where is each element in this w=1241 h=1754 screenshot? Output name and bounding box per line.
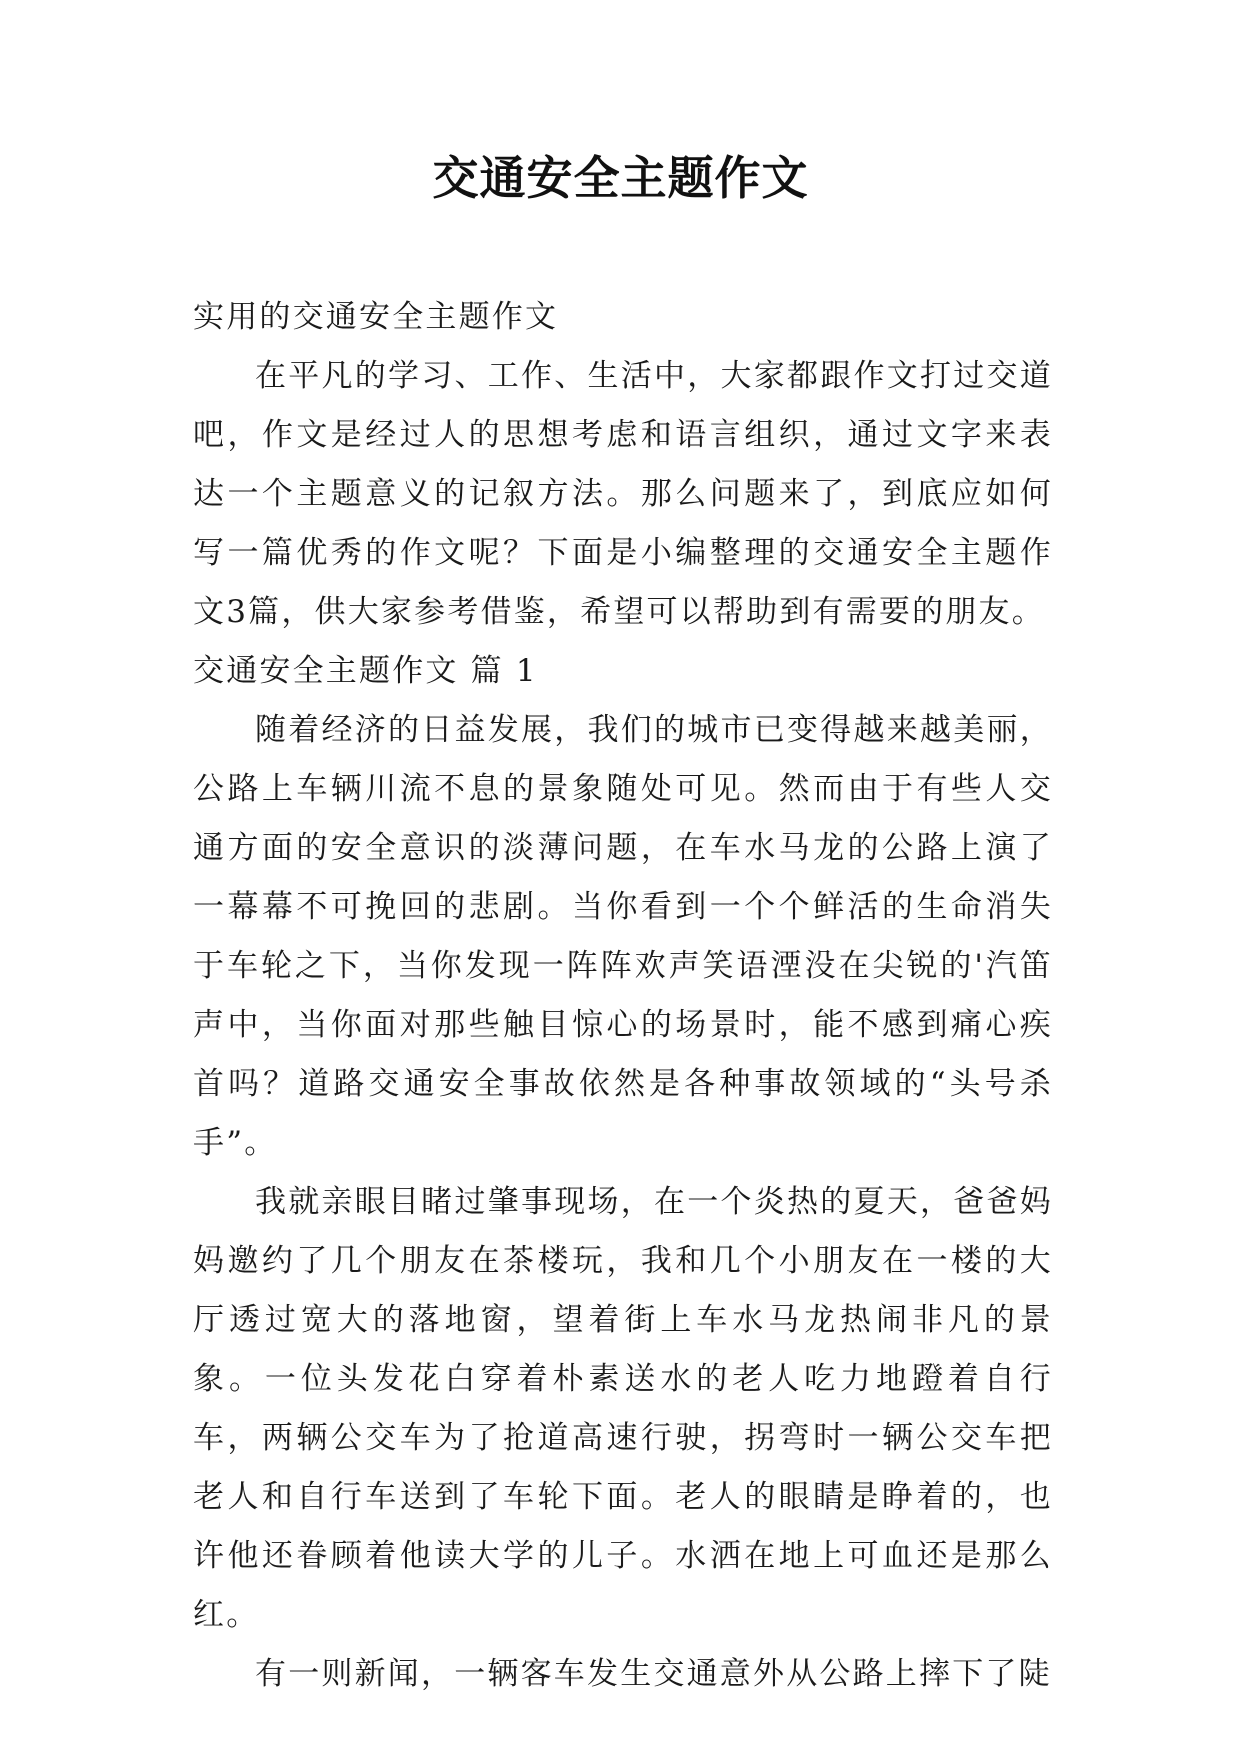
document-title: 交通安全主题作文 bbox=[432, 151, 809, 205]
section-heading: 交通安全主题作文 篇 1 bbox=[193, 653, 538, 689]
document-body bbox=[193, 288, 1053, 1704]
body-paragraph: 随着经济的日益发展，我们的城市已变得越来越美丽，公路上车辆川流不息的景象随处可见。然而由于有些人交通方面的安全意识的淡薄问题，在车水马龙的公路上演了一幕幕不可挽回的悲剧。当你看到一个个鲜活的生命消失于车轮之下，当你发现一阵阵欢声笑语湮没在尖锐的'汽笛声中，当你面对那些触目惊心的场景时，能不感到痛心疾首吗？道路交通安全事故依然是各种事故领域的“头号杀手”。 bbox=[193, 712, 1053, 1161]
body-paragraph: 我就亲眼目睹过肇事现场，在一个炎热的夏天，爸爸妈妈邀约了几个朋友在茶楼玩，我和几个小朋友在一楼的大厅透过宽大的落地窗，望着街上车水马龙热闹非凡的景象。一位头发花白穿着朴素送水的老人吃力地蹬着自行车，两辆公交车为了抢道高速行驶，拐弯时一辆公交车把老人和自行车送到了车轮下面。老人的眼睛是睁着的，也许他还眷顾着他读大学的儿子。水洒在地上可血还是那么红。 bbox=[193, 1184, 1053, 1633]
intro-paragraph: 在平凡的学习、工作、生活中，大家都跟作文打过交道吧，作文是经过人的思想考虑和语言组织，通过文字来表达一个主题意义的记叙方法。那么问题来了，到底应如何写一篇优秀的作文呢？下面是小编整理的交通安全主题作文3篇，供大家参考借鉴，希望可以帮助到有需要的朋友。 bbox=[193, 358, 1053, 630]
body-paragraph: 有一则新闻，一辆客车发生交通意外从公路上摔下了陡 bbox=[255, 1656, 1052, 1692]
subtitle: 实用的交通安全主题作文 bbox=[193, 299, 559, 335]
